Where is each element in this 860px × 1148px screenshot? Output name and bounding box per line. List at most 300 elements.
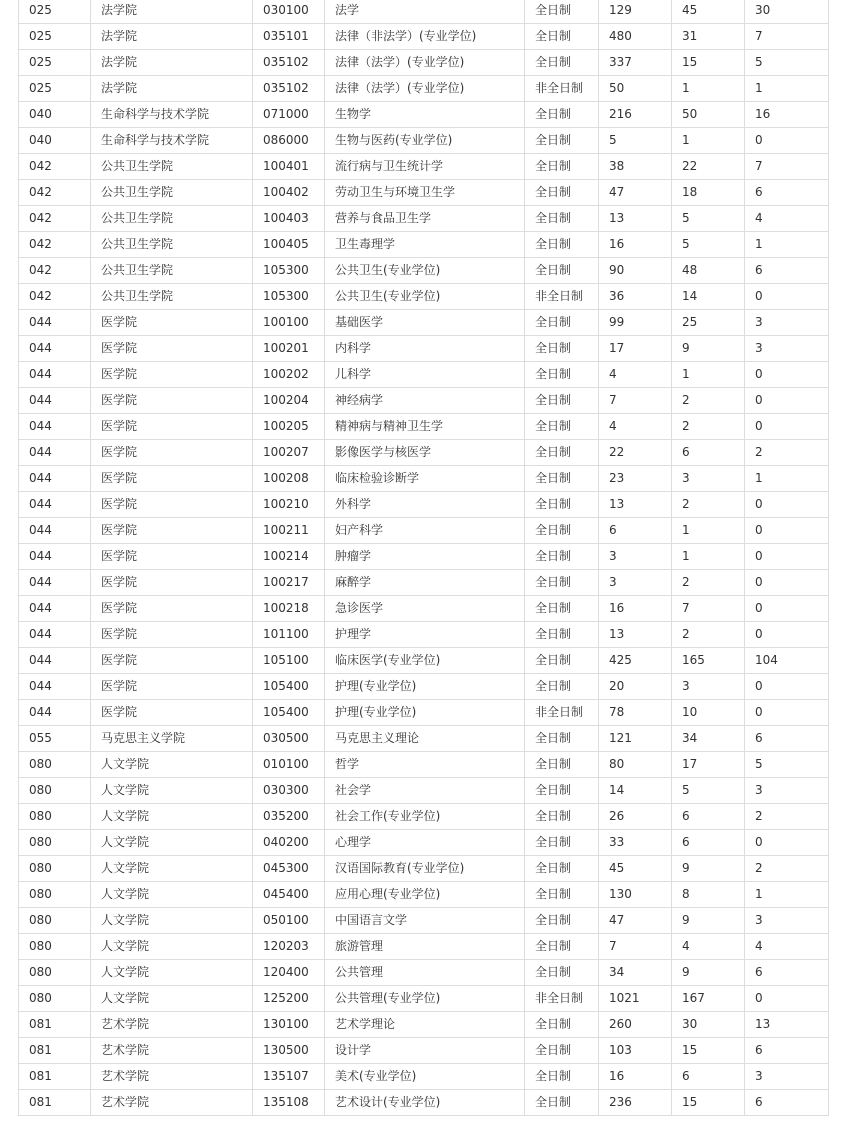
- study-mode-cell: 全日制: [525, 648, 599, 674]
- major-name-cell: 哲学: [325, 752, 525, 778]
- dept-code-cell: 044: [19, 466, 91, 492]
- value-cell-2: 15: [672, 1090, 745, 1116]
- table-row: [19, 284, 829, 310]
- major-code-cell: 100405: [253, 232, 325, 258]
- value-cell-3: 0: [745, 986, 829, 1012]
- value-cell-1: 3: [599, 570, 672, 596]
- table-row: [19, 596, 829, 622]
- major-code-cell: 100218: [253, 596, 325, 622]
- major-code-cell: 040200: [253, 830, 325, 856]
- dept-code-cell: 042: [19, 258, 91, 284]
- dept-code-cell: 044: [19, 622, 91, 648]
- dept-name-cell: 医学院: [91, 336, 253, 362]
- value-cell-2: 31: [672, 24, 745, 50]
- study-mode-cell: 全日制: [525, 544, 599, 570]
- study-mode-cell: 全日制: [525, 258, 599, 284]
- major-name-cell: 法律（法学）(专业学位): [325, 50, 525, 76]
- value-cell-3: 0: [745, 414, 829, 440]
- dept-code-cell: 044: [19, 544, 91, 570]
- study-mode-cell: 全日制: [525, 934, 599, 960]
- value-cell-3: 0: [745, 830, 829, 856]
- value-cell-3: 6: [745, 258, 829, 284]
- major-code-cell: 105400: [253, 674, 325, 700]
- table-row: [19, 700, 829, 726]
- dept-name-cell: 医学院: [91, 414, 253, 440]
- major-name-cell: 法律（法学）(专业学位): [325, 76, 525, 102]
- value-cell-2: 25: [672, 310, 745, 336]
- value-cell-3: 4: [745, 206, 829, 232]
- study-mode-cell: 全日制: [525, 804, 599, 830]
- value-cell-2: 1: [672, 128, 745, 154]
- dept-name-cell: 生命科学与技术学院: [91, 102, 253, 128]
- value-cell-2: 5: [672, 206, 745, 232]
- value-cell-2: 7: [672, 596, 745, 622]
- table-row: [19, 674, 829, 700]
- major-code-cell: 035102: [253, 76, 325, 102]
- major-code-cell: 135108: [253, 1090, 325, 1116]
- table-row: [19, 180, 829, 206]
- value-cell-1: 36: [599, 284, 672, 310]
- value-cell-1: 480: [599, 24, 672, 50]
- major-code-cell: 010100: [253, 752, 325, 778]
- value-cell-3: 5: [745, 50, 829, 76]
- dept-code-cell: 025: [19, 0, 91, 24]
- dept-code-cell: 081: [19, 1038, 91, 1064]
- major-name-cell: 护理(专业学位): [325, 674, 525, 700]
- table-row: [19, 908, 829, 934]
- value-cell-2: 5: [672, 778, 745, 804]
- value-cell-1: 17: [599, 336, 672, 362]
- dept-name-cell: 人文学院: [91, 830, 253, 856]
- value-cell-1: 13: [599, 492, 672, 518]
- value-cell-1: 103: [599, 1038, 672, 1064]
- major-code-cell: 045400: [253, 882, 325, 908]
- value-cell-1: 22: [599, 440, 672, 466]
- table-row: [19, 856, 829, 882]
- value-cell-2: 9: [672, 336, 745, 362]
- value-cell-2: 10: [672, 700, 745, 726]
- study-mode-cell: 全日制: [525, 752, 599, 778]
- table-row: [19, 778, 829, 804]
- table-row: [19, 258, 829, 284]
- dept-name-cell: 法学院: [91, 76, 253, 102]
- major-code-cell: 030300: [253, 778, 325, 804]
- value-cell-1: 121: [599, 726, 672, 752]
- major-code-cell: 120203: [253, 934, 325, 960]
- study-mode-cell: 全日制: [525, 778, 599, 804]
- value-cell-2: 1: [672, 518, 745, 544]
- dept-code-cell: 044: [19, 700, 91, 726]
- value-cell-1: 47: [599, 180, 672, 206]
- dept-code-cell: 042: [19, 154, 91, 180]
- major-code-cell: 030100: [253, 0, 325, 24]
- dept-name-cell: 医学院: [91, 544, 253, 570]
- dept-code-cell: 044: [19, 570, 91, 596]
- value-cell-3: 2: [745, 856, 829, 882]
- value-cell-3: 6: [745, 1038, 829, 1064]
- study-mode-cell: 全日制: [525, 232, 599, 258]
- value-cell-3: 2: [745, 804, 829, 830]
- study-mode-cell: 全日制: [525, 440, 599, 466]
- dept-code-cell: 080: [19, 778, 91, 804]
- dept-code-cell: 044: [19, 388, 91, 414]
- value-cell-2: 4: [672, 934, 745, 960]
- major-name-cell: 基础医学: [325, 310, 525, 336]
- dept-name-cell: 艺术学院: [91, 1038, 253, 1064]
- table-row: [19, 804, 829, 830]
- dept-name-cell: 人文学院: [91, 804, 253, 830]
- major-code-cell: 120400: [253, 960, 325, 986]
- dept-code-cell: 080: [19, 882, 91, 908]
- value-cell-2: 15: [672, 1038, 745, 1064]
- dept-code-cell: 080: [19, 986, 91, 1012]
- value-cell-3: 0: [745, 570, 829, 596]
- study-mode-cell: 全日制: [525, 830, 599, 856]
- value-cell-3: 16: [745, 102, 829, 128]
- study-mode-cell: 全日制: [525, 1064, 599, 1090]
- value-cell-1: 16: [599, 232, 672, 258]
- dept-name-cell: 公共卫生学院: [91, 154, 253, 180]
- value-cell-2: 2: [672, 622, 745, 648]
- dept-name-cell: 医学院: [91, 466, 253, 492]
- dept-name-cell: 人文学院: [91, 856, 253, 882]
- major-name-cell: 公共卫生(专业学位): [325, 284, 525, 310]
- dept-code-cell: 081: [19, 1090, 91, 1116]
- dept-name-cell: 马克思主义学院: [91, 726, 253, 752]
- dept-code-cell: 080: [19, 960, 91, 986]
- value-cell-2: 9: [672, 960, 745, 986]
- table-row: [19, 648, 829, 674]
- dept-name-cell: 公共卫生学院: [91, 206, 253, 232]
- major-code-cell: 135107: [253, 1064, 325, 1090]
- value-cell-3: 0: [745, 622, 829, 648]
- value-cell-2: 1: [672, 544, 745, 570]
- value-cell-3: 1: [745, 76, 829, 102]
- dept-code-cell: 044: [19, 648, 91, 674]
- value-cell-3: 3: [745, 310, 829, 336]
- table-row: [19, 76, 829, 102]
- study-mode-cell: 全日制: [525, 336, 599, 362]
- dept-code-cell: 081: [19, 1012, 91, 1038]
- study-mode-cell: 全日制: [525, 518, 599, 544]
- study-mode-cell: 全日制: [525, 310, 599, 336]
- dept-name-cell: 艺术学院: [91, 1064, 253, 1090]
- major-name-cell: 中国语言文学: [325, 908, 525, 934]
- value-cell-1: 7: [599, 388, 672, 414]
- study-mode-cell: 全日制: [525, 492, 599, 518]
- value-cell-3: 0: [745, 128, 829, 154]
- major-code-cell: 130100: [253, 1012, 325, 1038]
- table-row: [19, 206, 829, 232]
- major-code-cell: 071000: [253, 102, 325, 128]
- table-row: [19, 232, 829, 258]
- dept-name-cell: 公共卫生学院: [91, 180, 253, 206]
- major-name-cell: 艺术学理论: [325, 1012, 525, 1038]
- dept-name-cell: 医学院: [91, 492, 253, 518]
- major-name-cell: 法律（非法学）(专业学位): [325, 24, 525, 50]
- major-name-cell: 内科学: [325, 336, 525, 362]
- value-cell-3: 13: [745, 1012, 829, 1038]
- major-code-cell: 100217: [253, 570, 325, 596]
- dept-name-cell: 医学院: [91, 310, 253, 336]
- study-mode-cell: 非全日制: [525, 986, 599, 1012]
- dept-name-cell: 人文学院: [91, 778, 253, 804]
- value-cell-1: 13: [599, 206, 672, 232]
- table-row: [19, 492, 829, 518]
- dept-name-cell: 法学院: [91, 24, 253, 50]
- value-cell-1: 5: [599, 128, 672, 154]
- study-mode-cell: 全日制: [525, 596, 599, 622]
- major-code-cell: 105100: [253, 648, 325, 674]
- dept-name-cell: 人文学院: [91, 752, 253, 778]
- dept-name-cell: 医学院: [91, 440, 253, 466]
- dept-code-cell: 042: [19, 232, 91, 258]
- dept-code-cell: 080: [19, 752, 91, 778]
- major-name-cell: 影像医学与核医学: [325, 440, 525, 466]
- study-mode-cell: 全日制: [525, 570, 599, 596]
- table-row: [19, 570, 829, 596]
- value-cell-3: 6: [745, 1090, 829, 1116]
- major-code-cell: 086000: [253, 128, 325, 154]
- value-cell-1: 78: [599, 700, 672, 726]
- value-cell-1: 4: [599, 362, 672, 388]
- study-mode-cell: 非全日制: [525, 700, 599, 726]
- study-mode-cell: 全日制: [525, 856, 599, 882]
- dept-code-cell: 080: [19, 856, 91, 882]
- value-cell-2: 3: [672, 466, 745, 492]
- dept-code-cell: 042: [19, 206, 91, 232]
- table-row: [19, 102, 829, 128]
- major-code-cell: 035200: [253, 804, 325, 830]
- value-cell-1: 1021: [599, 986, 672, 1012]
- table-row: [19, 154, 829, 180]
- value-cell-3: 3: [745, 908, 829, 934]
- major-code-cell: 105400: [253, 700, 325, 726]
- major-code-cell: 100205: [253, 414, 325, 440]
- dept-name-cell: 医学院: [91, 700, 253, 726]
- major-code-cell: 100204: [253, 388, 325, 414]
- table-row: [19, 518, 829, 544]
- dept-name-cell: 法学院: [91, 50, 253, 76]
- value-cell-1: 47: [599, 908, 672, 934]
- dept-code-cell: 040: [19, 128, 91, 154]
- table-row: [19, 128, 829, 154]
- value-cell-3: 0: [745, 674, 829, 700]
- value-cell-3: 4: [745, 934, 829, 960]
- major-name-cell: 精神病与精神卫生学: [325, 414, 525, 440]
- major-code-cell: 100210: [253, 492, 325, 518]
- major-name-cell: 汉语国际教育(专业学位): [325, 856, 525, 882]
- value-cell-2: 14: [672, 284, 745, 310]
- value-cell-3: 7: [745, 154, 829, 180]
- table-row: [19, 466, 829, 492]
- table-row: [19, 440, 829, 466]
- value-cell-3: 6: [745, 726, 829, 752]
- table-row: [19, 1090, 829, 1116]
- value-cell-2: 165: [672, 648, 745, 674]
- value-cell-3: 0: [745, 388, 829, 414]
- table-row: [19, 1064, 829, 1090]
- study-mode-cell: 全日制: [525, 206, 599, 232]
- value-cell-2: 5: [672, 232, 745, 258]
- major-name-cell: 生物与医药(专业学位): [325, 128, 525, 154]
- value-cell-1: 33: [599, 830, 672, 856]
- value-cell-2: 17: [672, 752, 745, 778]
- major-name-cell: 卫生毒理学: [325, 232, 525, 258]
- major-name-cell: 肿瘤学: [325, 544, 525, 570]
- study-mode-cell: 全日制: [525, 622, 599, 648]
- value-cell-1: 90: [599, 258, 672, 284]
- dept-code-cell: 044: [19, 518, 91, 544]
- major-code-cell: 100211: [253, 518, 325, 544]
- value-cell-1: 4: [599, 414, 672, 440]
- study-mode-cell: 全日制: [525, 0, 599, 24]
- major-code-cell: 035101: [253, 24, 325, 50]
- dept-name-cell: 艺术学院: [91, 1012, 253, 1038]
- dept-code-cell: 044: [19, 310, 91, 336]
- data-table-container: [18, 0, 828, 1116]
- major-code-cell: 100401: [253, 154, 325, 180]
- table-row: [19, 1012, 829, 1038]
- table-row: [19, 934, 829, 960]
- table-row: [19, 50, 829, 76]
- major-code-cell: 100207: [253, 440, 325, 466]
- dept-code-cell: 044: [19, 596, 91, 622]
- dept-code-cell: 044: [19, 362, 91, 388]
- table-row: [19, 1038, 829, 1064]
- major-name-cell: 法学: [325, 0, 525, 24]
- major-name-cell: 美术(专业学位): [325, 1064, 525, 1090]
- value-cell-1: 130: [599, 882, 672, 908]
- value-cell-1: 23: [599, 466, 672, 492]
- value-cell-2: 30: [672, 1012, 745, 1038]
- value-cell-1: 16: [599, 1064, 672, 1090]
- value-cell-3: 0: [745, 700, 829, 726]
- value-cell-2: 15: [672, 50, 745, 76]
- value-cell-3: 0: [745, 596, 829, 622]
- value-cell-2: 2: [672, 388, 745, 414]
- study-mode-cell: 全日制: [525, 362, 599, 388]
- dept-name-cell: 医学院: [91, 622, 253, 648]
- value-cell-2: 1: [672, 76, 745, 102]
- value-cell-1: 34: [599, 960, 672, 986]
- study-mode-cell: 全日制: [525, 180, 599, 206]
- dept-code-cell: 044: [19, 674, 91, 700]
- major-code-cell: 100202: [253, 362, 325, 388]
- dept-name-cell: 法学院: [91, 0, 253, 24]
- major-code-cell: 100214: [253, 544, 325, 570]
- dept-name-cell: 医学院: [91, 362, 253, 388]
- major-code-cell: 101100: [253, 622, 325, 648]
- major-name-cell: 应用心理(专业学位): [325, 882, 525, 908]
- value-cell-1: 13: [599, 622, 672, 648]
- dept-code-cell: 044: [19, 414, 91, 440]
- study-mode-cell: 全日制: [525, 50, 599, 76]
- dept-name-cell: 公共卫生学院: [91, 284, 253, 310]
- dept-name-cell: 人文学院: [91, 882, 253, 908]
- value-cell-1: 216: [599, 102, 672, 128]
- dept-code-cell: 025: [19, 50, 91, 76]
- value-cell-1: 20: [599, 674, 672, 700]
- value-cell-2: 45: [672, 0, 745, 24]
- dept-name-cell: 医学院: [91, 570, 253, 596]
- major-code-cell: 035102: [253, 50, 325, 76]
- dept-code-cell: 040: [19, 102, 91, 128]
- major-name-cell: 生物学: [325, 102, 525, 128]
- study-mode-cell: 全日制: [525, 154, 599, 180]
- value-cell-1: 16: [599, 596, 672, 622]
- value-cell-3: 7: [745, 24, 829, 50]
- dept-code-cell: 055: [19, 726, 91, 752]
- value-cell-2: 34: [672, 726, 745, 752]
- value-cell-1: 99: [599, 310, 672, 336]
- value-cell-2: 22: [672, 154, 745, 180]
- major-name-cell: 流行病与卫生统计学: [325, 154, 525, 180]
- value-cell-2: 50: [672, 102, 745, 128]
- study-mode-cell: 全日制: [525, 1090, 599, 1116]
- dept-code-cell: 025: [19, 24, 91, 50]
- major-name-cell: 临床医学(专业学位): [325, 648, 525, 674]
- dept-code-cell: 080: [19, 804, 91, 830]
- table-row: [19, 622, 829, 648]
- value-cell-3: 1: [745, 466, 829, 492]
- study-mode-cell: 全日制: [525, 24, 599, 50]
- study-mode-cell: 全日制: [525, 414, 599, 440]
- value-cell-1: 38: [599, 154, 672, 180]
- major-code-cell: 100403: [253, 206, 325, 232]
- value-cell-1: 80: [599, 752, 672, 778]
- major-name-cell: 旅游管理: [325, 934, 525, 960]
- major-name-cell: 心理学: [325, 830, 525, 856]
- value-cell-3: 1: [745, 882, 829, 908]
- value-cell-3: 1: [745, 232, 829, 258]
- study-mode-cell: 全日制: [525, 128, 599, 154]
- major-code-cell: 050100: [253, 908, 325, 934]
- value-cell-2: 167: [672, 986, 745, 1012]
- value-cell-2: 3: [672, 674, 745, 700]
- dept-code-cell: 080: [19, 934, 91, 960]
- study-mode-cell: 全日制: [525, 1012, 599, 1038]
- value-cell-2: 18: [672, 180, 745, 206]
- major-name-cell: 社会学: [325, 778, 525, 804]
- value-cell-1: 3: [599, 544, 672, 570]
- table-row: [19, 336, 829, 362]
- major-name-cell: 公共管理: [325, 960, 525, 986]
- dept-code-cell: 044: [19, 336, 91, 362]
- dept-name-cell: 公共卫生学院: [91, 232, 253, 258]
- dept-code-cell: 042: [19, 284, 91, 310]
- major-code-cell: 100208: [253, 466, 325, 492]
- major-code-cell: 105300: [253, 258, 325, 284]
- major-name-cell: 护理(专业学位): [325, 700, 525, 726]
- table-row: [19, 830, 829, 856]
- dept-name-cell: 医学院: [91, 596, 253, 622]
- major-code-cell: 130500: [253, 1038, 325, 1064]
- dept-name-cell: 人文学院: [91, 986, 253, 1012]
- major-code-cell: 125200: [253, 986, 325, 1012]
- major-name-cell: 公共卫生(专业学位): [325, 258, 525, 284]
- major-name-cell: 劳动卫生与环境卫生学: [325, 180, 525, 206]
- table-row: [19, 752, 829, 778]
- value-cell-1: 7: [599, 934, 672, 960]
- table-row: [19, 0, 829, 24]
- study-mode-cell: 全日制: [525, 908, 599, 934]
- major-name-cell: 营养与食品卫生学: [325, 206, 525, 232]
- study-mode-cell: 全日制: [525, 466, 599, 492]
- study-mode-cell: 非全日制: [525, 76, 599, 102]
- study-mode-cell: 全日制: [525, 388, 599, 414]
- value-cell-1: 14: [599, 778, 672, 804]
